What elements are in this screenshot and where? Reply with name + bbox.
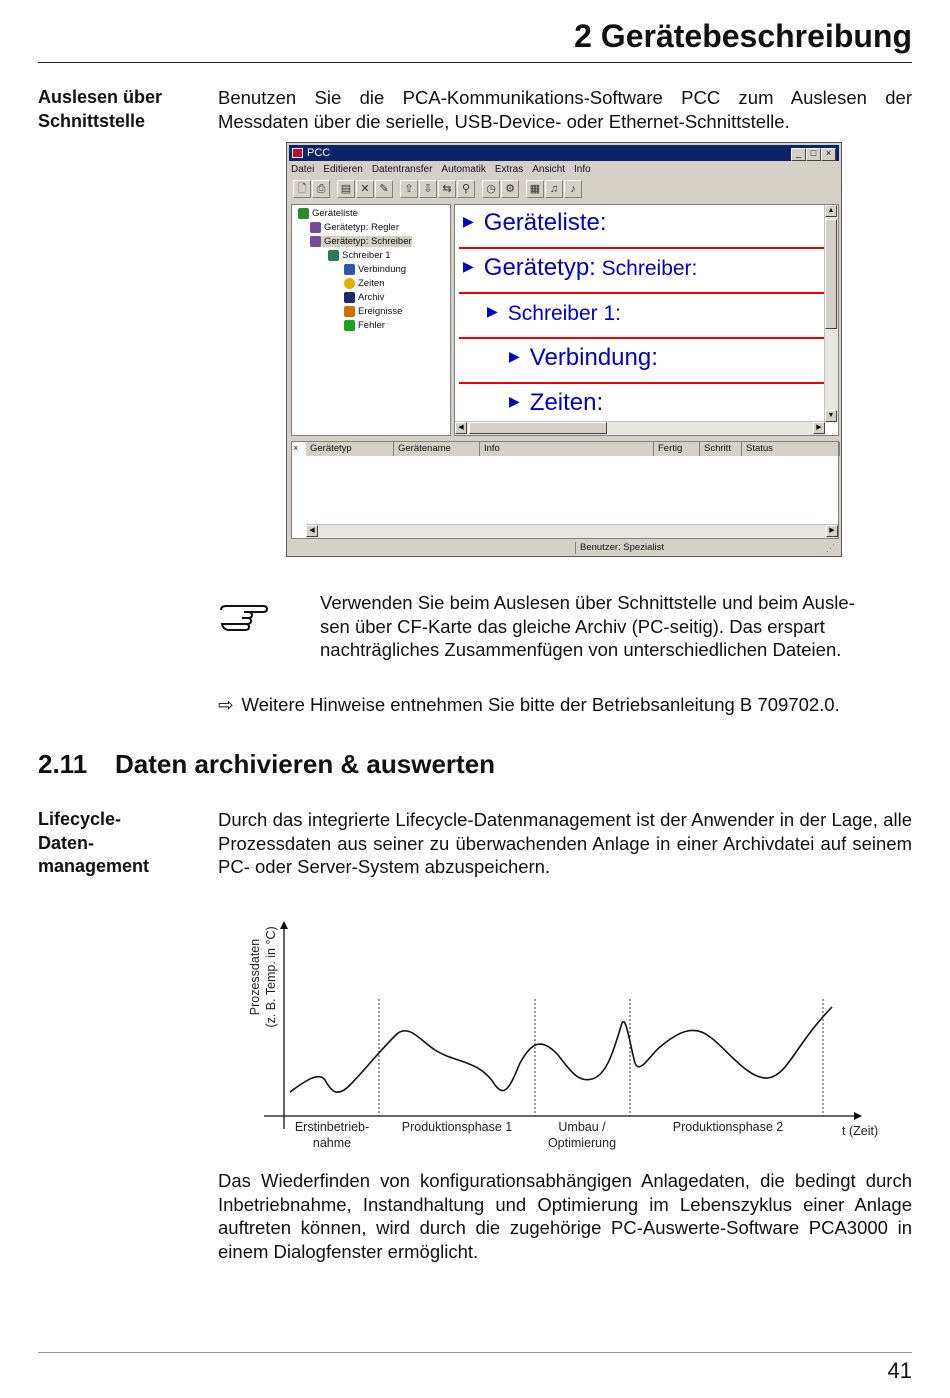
hint-text: Weitere Hinweise entnehmen Sie bitte der Betriebsanleitung B 709702.0. (241, 694, 840, 715)
archive-icon (344, 292, 355, 303)
phase-label: nahme (312, 1136, 352, 1150)
detail-row[interactable] (459, 204, 824, 249)
y-axis-arrow-icon (280, 921, 288, 929)
side-label-line: Schnittstelle (38, 110, 146, 131)
menu-item[interactable]: Automatik (441, 164, 486, 175)
tree-item[interactable] (328, 250, 391, 261)
side-label-lifecycle (38, 808, 208, 879)
scroll-left-icon[interactable]: ◀ (455, 422, 467, 434)
status-user: Benutzer: Spezialist (575, 542, 664, 554)
detail-row-value: Schreiber: (595, 257, 698, 280)
phase-label: Produktionsphase 2 (672, 1120, 784, 1134)
scroll-right-icon[interactable]: ▶ (826, 525, 838, 537)
error-icon (344, 320, 355, 331)
detail-row-label: Gerätetyp: (483, 254, 596, 281)
phase-label: Produktionsphase 1 (401, 1120, 513, 1134)
alarm-icon[interactable]: ♪ (564, 180, 582, 198)
expand-arrow-icon[interactable]: ▶ (463, 213, 474, 229)
maximize-icon[interactable]: □ (806, 148, 821, 161)
detail-row[interactable] (459, 248, 824, 294)
tree-item-label: Fehler (358, 320, 385, 332)
arrow-right-icon: ⇨ (218, 694, 234, 715)
page-number: 41 (887, 1358, 912, 1383)
scroll-right-icon[interactable]: ▶ (813, 422, 825, 434)
tree-item-label: Geräteliste (312, 208, 358, 220)
settings-icon[interactable]: ⚙ (501, 180, 519, 198)
tree-item[interactable] (344, 306, 402, 317)
section-number: 2.11 (38, 749, 88, 779)
expand-arrow-icon[interactable]: ▶ (487, 303, 498, 319)
tree-item-label: Verbindung (358, 264, 407, 276)
detail-row[interactable] (459, 338, 824, 384)
new-file-icon[interactable]: 🗋 (293, 180, 311, 198)
tree-item-label: Zeiten (358, 278, 385, 290)
column-header[interactable]: Status (742, 442, 840, 456)
side-label-line: Lifecycle- (38, 809, 122, 829)
scroll-down-icon[interactable]: ▼ (825, 410, 837, 422)
menu-item[interactable]: Datentransfer (371, 164, 433, 175)
detail-row-value: Schreiber 1: (507, 302, 622, 325)
hscroll-thumb[interactable] (469, 422, 607, 434)
phase-label: Erstinbetrieb- (294, 1120, 370, 1134)
events-icon (344, 306, 355, 317)
horizontal-scrollbar[interactable] (455, 421, 825, 435)
transfer-columns (306, 442, 838, 456)
expand-arrow-icon[interactable]: ▶ (463, 258, 474, 274)
note-text (320, 591, 912, 662)
tree-item-label: Ereignisse (358, 306, 403, 318)
transfer-icon[interactable]: ⇆ (438, 180, 456, 198)
pointing-hand-icon (218, 600, 270, 645)
transfer-hscroll[interactable] (306, 524, 838, 538)
lifecycle-paragraph: Durch das integrierte Lifecycle-Datenmanagement ist der Anwender in der Lage, alle Prozessdaten aus seiner zu überwachenden Anlage in einer Archivdatei auf seinem PC- oder Server-System abzuspeichern. (218, 809, 912, 877)
tree-item[interactable] (344, 292, 384, 303)
download-icon[interactable]: ⇩ (419, 180, 437, 198)
tree-item-label: Archiv (358, 292, 385, 304)
tree-item[interactable] (310, 222, 399, 233)
tree-item-label: Schreiber 1 (342, 250, 391, 262)
scroll-left-icon[interactable]: ◀ (306, 525, 318, 537)
tree-item[interactable] (344, 320, 385, 331)
recorder-icon (328, 250, 339, 261)
note-line: Verwenden Sie beim Auslesen über Schnittstelle und beim Ausle- (320, 592, 855, 613)
expand-arrow-icon[interactable]: ▶ (509, 393, 520, 409)
menu-item[interactable]: Ansicht (532, 164, 566, 175)
transfer-list (291, 441, 839, 539)
chart-axes (264, 921, 862, 1129)
x-axis-label: t (Zeit) (842, 1124, 879, 1138)
note-line: nachträgliches Zusammenfügen von unterschiedlichen Dateien. (320, 639, 842, 660)
column-header[interactable]: Fertig (654, 442, 700, 456)
side-label-line: Auslesen über (38, 87, 163, 107)
closing-paragraph: Das Wiederfinden von konfigurationsabhängigen Anlagedaten, die bedingt durch Inbetriebnahme, Instandhaltung und Optimierung im Lebenszyklus einer Anlage auftreten können, wird durch die zugehörige PC-Auswerte-Software PCA3000 in einem Dialogfenster ermöglicht. (218, 1170, 912, 1262)
x-axis-arrow-icon (854, 1112, 862, 1120)
status-bar (291, 542, 837, 554)
note-line: sen über CF-Karte das gleiche Archiv (PC-seitig). Das erspart (320, 615, 825, 637)
column-header[interactable]: Gerätename (394, 442, 480, 456)
chapter-title: 2 Gerätebeschreibung (574, 18, 912, 54)
clock-icon[interactable]: ◷ (482, 180, 500, 198)
tree-item-label: Gerätetyp: Regler (324, 222, 399, 234)
device-tree (291, 204, 451, 436)
tree-item-label: Gerätetyp: Schreiber (324, 236, 412, 248)
bell-icon[interactable]: ♫ (545, 180, 563, 198)
menu-item[interactable]: Info (574, 164, 591, 175)
side-label-interface (38, 86, 208, 133)
pcc-menubar (291, 163, 600, 177)
lifecycle-chart (240, 915, 900, 1160)
y-axis-label: Prozessdaten (248, 938, 262, 1016)
clock-icon (344, 278, 355, 289)
resize-grip-icon[interactable]: ⋰ (826, 543, 835, 553)
app-icon (292, 148, 303, 158)
edit-icon[interactable]: ✎ (375, 180, 393, 198)
menu-item[interactable]: Datei (291, 164, 315, 175)
detail-row[interactable] (459, 293, 824, 339)
chart-icon[interactable]: ▦ (526, 180, 544, 198)
pcc-window (286, 142, 842, 557)
side-label-line: management (38, 856, 150, 876)
tree-item[interactable] (298, 208, 358, 219)
scroll-up-icon[interactable]: ▲ (825, 205, 837, 217)
detail-row-label: Verbindung: (529, 344, 658, 371)
tree-icon (298, 208, 309, 219)
footer-rule (38, 1352, 912, 1353)
close-pane-icon[interactable]: × (293, 443, 299, 453)
section-title: Daten archivieren & auswerten (115, 749, 496, 779)
detail-row-label: Zeiten: (529, 389, 604, 416)
device-icon (310, 222, 321, 233)
search-icon[interactable]: ⚲ (457, 180, 475, 198)
properties-icon[interactable]: ▤ (337, 180, 355, 198)
tree-item[interactable] (344, 278, 384, 289)
section-heading (38, 749, 495, 780)
device-icon (310, 236, 321, 247)
side-label-line: Daten- (38, 832, 95, 853)
detail-pane (454, 204, 839, 436)
phase-label: Umbau / (558, 1120, 606, 1134)
pcc-title-bar (289, 145, 839, 161)
tree-item[interactable] (344, 264, 406, 275)
pcc-title: PCC (307, 147, 331, 159)
hint (218, 693, 840, 717)
y-axis-label: (z. B. Temp. in °C) (264, 926, 278, 1028)
detail-row-label: Geräteliste: (483, 209, 607, 236)
tree-item[interactable] (310, 236, 412, 247)
header-rule (38, 62, 912, 63)
phase-label: Optimierung (547, 1136, 617, 1150)
scroll-thumb[interactable] (825, 219, 837, 329)
column-header[interactable]: Info (480, 442, 654, 456)
connection-icon (344, 264, 355, 275)
expand-arrow-icon[interactable]: ▶ (509, 348, 520, 364)
delete-icon[interactable]: ✕ (356, 180, 374, 198)
vertical-scrollbar[interactable] (824, 205, 838, 422)
process-data-curve (290, 1007, 832, 1092)
column-header[interactable]: Gerätetyp (306, 442, 394, 456)
upload-icon[interactable]: ⇧ (400, 180, 418, 198)
print-icon[interactable]: ⎙ (312, 180, 330, 198)
menu-item[interactable]: Editieren (323, 164, 363, 175)
interface-paragraph: Benutzen Sie die PCA-Kommunikations-Software PCC zum Auslesen der Messdaten über die serielle, USB-Device- oder Ethernet-Schnittstelle. (218, 87, 912, 132)
menu-item[interactable]: Extras (494, 164, 524, 175)
minimize-icon[interactable]: _ (791, 148, 806, 161)
close-icon[interactable]: × (821, 148, 836, 161)
column-header[interactable]: Schritt (700, 442, 742, 456)
